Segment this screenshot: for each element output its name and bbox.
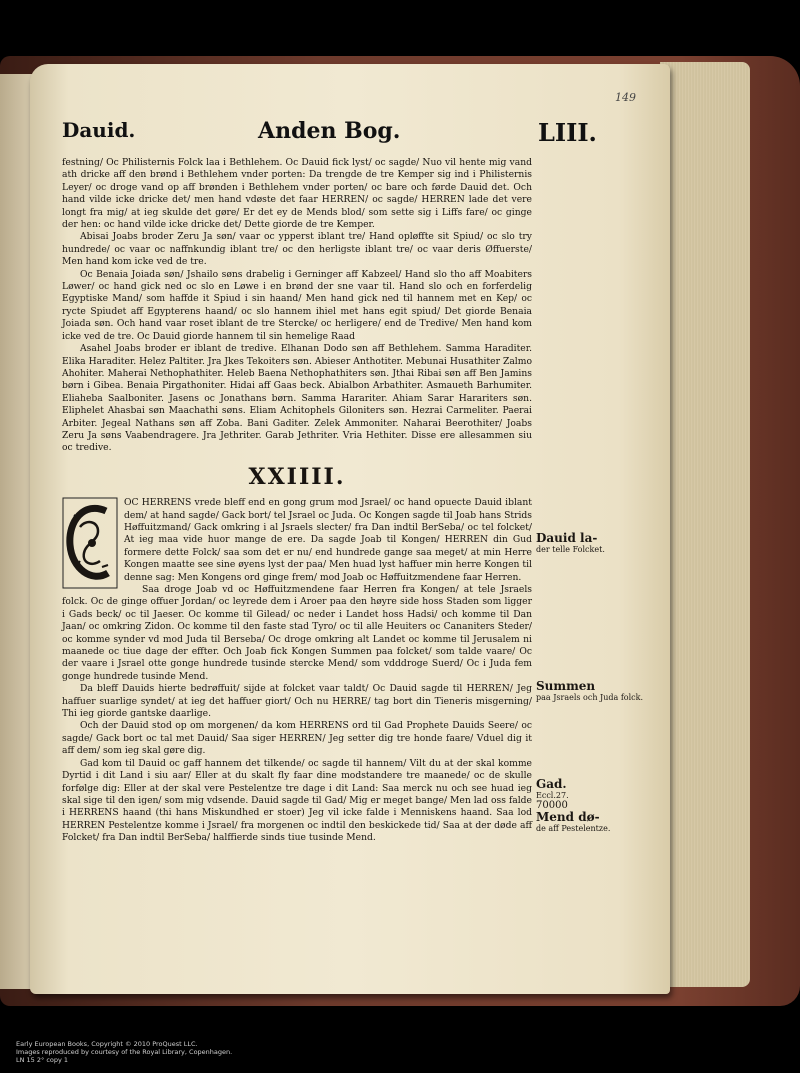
margin-note-ref: Eccl.27. — [536, 791, 569, 800]
paragraph: Oc Benaia Joiada søn/ Jshailo søns drabelig i Gerninger aff Kabzeel/ Hand slo tho aff Moabiters Løwer/ oc hand gick ned oc slo en Løwe i en brønd der sne vaar til. Hand slo och en forferdelig Egyptiske Mand/ som haffde it Spiud i sin haand/ Men hand gick ned til hannem met en Kep/ oc rycte Spiudet aff Egypterens haand/ oc slo hannem ihiel met hans egit spiud/ Det giorde Benaia Joiada søn. Och hand vaar roset iblant de tre Stercke/ oc herligere/ end de Tredive/ Men hand kom icke ved de tre. Oc Dauid giorde hannem til sin hemelige Raad — [62, 268, 532, 342]
paragraph: OC HERRENS vrede bleff end en gong grum mod Jsrael/ oc hand opuecte Dauid iblant dem/ at hand sagde/ Gack bort/ tel Jsrael oc Juda. Oc Kongen sagde til Joab hans Strids Høffuitzmand/ Gack omkring i al Jsraels slecter/ fra Dan indtil BerSeba/ oc tel folcket/ At ieg maa vide huor mange de ere. Da sagde Joab til Kongen/ HERREN din Gud formere dette Folck/ saa som det er nu/ end hundrede gange saa meget/ at min Herre Kongen maatte see sine øyens lyst der paa/ Men huad lyst haffuer min herre Kongen til denne sag: Men Kongens ord ginge frem/ mod Joab oc Høffuitzmendene faar Herren. — [124, 497, 532, 583]
footer-line: Images reproduced by courtesy of the Royal Library, Copenhagen. — [16, 1048, 233, 1056]
folio-number: 149 — [615, 91, 636, 104]
margin-note — [536, 532, 646, 555]
decorated-initial-icon — [62, 497, 118, 589]
margin-note-head: Dauid la- — [536, 531, 598, 545]
margin-note-sub: der telle Folcket. — [536, 545, 605, 554]
margin-note-number: 70000 — [536, 800, 568, 811]
paragraph: festning/ Oc Philisternis Folck laa i Bethlehem. Oc Dauid fick lyst/ oc sagde/ Nuo vil hente mig vand ath dricke aff den brønd i Bethlehem vnder porten: Da trengde de tre Kemper sig ind i Philisternis Leyer/ oc droge vand op aff brønden i Bethlehem vnder porten/ oc bare och førde Dauid det. Och hand vilde icke dricke det/ men hand vdøste det faar HERREN/ oc sagde/ HERREN lade det vere longt fra mig/ at ieg skulde det gøre/ Er det ey de Mends blod/ som sette sig i Liffs fare/ oc ginge der hen: oc hand vilde icke dricke det/ Dette giorde de tre Kemper. — [62, 157, 532, 231]
running-header-right: LIII. — [538, 118, 597, 147]
running-header-left: Dauid. — [62, 118, 136, 142]
footer-line: LN 15 2° copy 1 — [16, 1056, 69, 1064]
margin-note-head: Gad. — [536, 777, 567, 791]
margin-note-sub: paa Jsraels och Juda folck. — [536, 693, 644, 702]
running-header-center: Anden Bog. — [258, 118, 401, 144]
main-text — [62, 157, 532, 845]
paragraph: Och der Dauid stod op om morgenen/ da kom HERRENS ord til Gad Prophete Dauids Seere/ oc sagde/ Gack bort oc tal met Dauid/ Saa siger HERREN/ Jeg setter dig tre honde faare/ Vduel dig it aff dem/ som ieg skal gøre dig. — [62, 720, 532, 757]
chapter-title: XXIIII. — [248, 463, 346, 490]
footer-line: Early European Books, Copyright © 2010 ProQuest LLC. — [16, 1040, 198, 1048]
copyright-footer — [16, 1040, 232, 1064]
margin-note-sub: de aff Pestelentze. — [536, 824, 611, 833]
paragraph: Asahel Joabs broder er iblant de tredive. Elhanan Dodo søn aff Bethlehem. Samma Haraditer. Elika Haraditer. Helez Paltiter. Jra Jkes Tekoiters søn. Abieser Anthotiter. Mebunai Husathiter Zalmo Ahohiter. Maherai Nethophathiter. Heleb Baena Nethophathiters søn. Jthai Ribai søn aff Ben Jamins børn i Gibea. Benaia Pirgathoniter. Hidai aff Gaas beck. Abialbon Arbathiter. Asmaueth Barhumiter. Eliaheba Saalboniter. Jasens oc Jonathans børn. Samma Harariter. Ahiam Sarar Harariters søn. Eliphelet Ahasbai søn Maachathi søns. Eliam Achitophels Giloniters søn. Hezrai Carmeliter. Paerai Arbiter. Jegeal Nathans søn aff Zoba. Bani Gaditer. Zelek Ammoniter. Naharai Beerothiter/ Joabs Zeru Ja søns Vaabendragere. Jra Jethriter. Garab Jethriter. Vria Hethiter. Disse ere allesammen siu oc tredive. — [62, 343, 532, 454]
margin-note-head: Summen — [536, 679, 596, 693]
margin-note — [536, 680, 646, 703]
paragraph: Gad kom til Dauid oc gaff hannem det tilkende/ oc sagde til hannem/ Vilt du at der skal komme Dyrtid i dit Land i siu aar/ Eller at du skalt fly faar dine modstandere tre maanede/ oc de skulle forfølge dig: Eller at der skal vere Pestelentze tre dage i dit Land: Saa merck nu och see huad ieg skal sige til den igen/ som mig vdsende. Dauid sagde til Gad/ Mig er meget bange/ Men lad oss falde i HERRENS haand (thi hans Miskundhed er stoer) Jeg vil icke falde i Menniskens haand. Saa lod HERREN Pestelentze komme i Jsrael/ fra morgenen oc indtil den beskickede tid/ Saa at der døde aff Folcket/ fra Dan indtil BerSeba/ halffierde sinds tiue tusinde Mend. — [62, 757, 532, 844]
margin-note — [536, 778, 646, 834]
paragraph: Saa droge Joab vd oc Høffuitzmendene faar Herren fra Kongen/ at tele Jsraels folck. Oc de ginge offuer Jordan/ oc leyrede dem i Aroer paa den høyre side hoss Staden som ligger i Gads beck/ oc til Jaeser. Oc komme til Gilead/ oc neder i Landet hoss Hadsi/ och komme til Dan Jaan/ oc omkring Zidon. Oc komme til den faste stad Tyro/ oc til alle Heuiters oc Cananiters Steder/ oc komme synder vd mod Juda til Berseba/ Oc droge omkring alt Landet oc komme til Jerusalem ni maanede oc tiue dage der effter. Och Joab fick Kongen Summen paa folcket/ som talde vaare/ Oc der vaare i Jsrael otte gonge hundrede tusinde stercke Mend/ som vdddroge Suerd/ Oc i Juda fem gonge hundrede tusinde Mend. — [62, 584, 532, 682]
page-edges — [660, 62, 750, 987]
paragraph: Abisai Joabs broder Zeru Ja søn/ vaar oc ypperst iblant tre/ Hand opløffte sit Spiud/ oc slo try hundrede/ oc vaar oc naffnkundig iblant tre/ oc den herligste iblant tre/ oc vaar deris Øffuerste/ Men hand kom icke ved de tre. — [62, 231, 532, 268]
paragraph: Da bleff Dauids hierte bedrøffuit/ sijde at folcket vaar taldt/ Oc Dauid sagde til HERREN/ Jeg haffuer suarlige syndet/ at ieg det haffuer giort/ Och nu HERRE/ tag bort din Tieneris misgerning/ Thi ieg giorde gantske daarlige. — [62, 683, 532, 720]
margin-note-head: Mend dø- — [536, 810, 600, 824]
